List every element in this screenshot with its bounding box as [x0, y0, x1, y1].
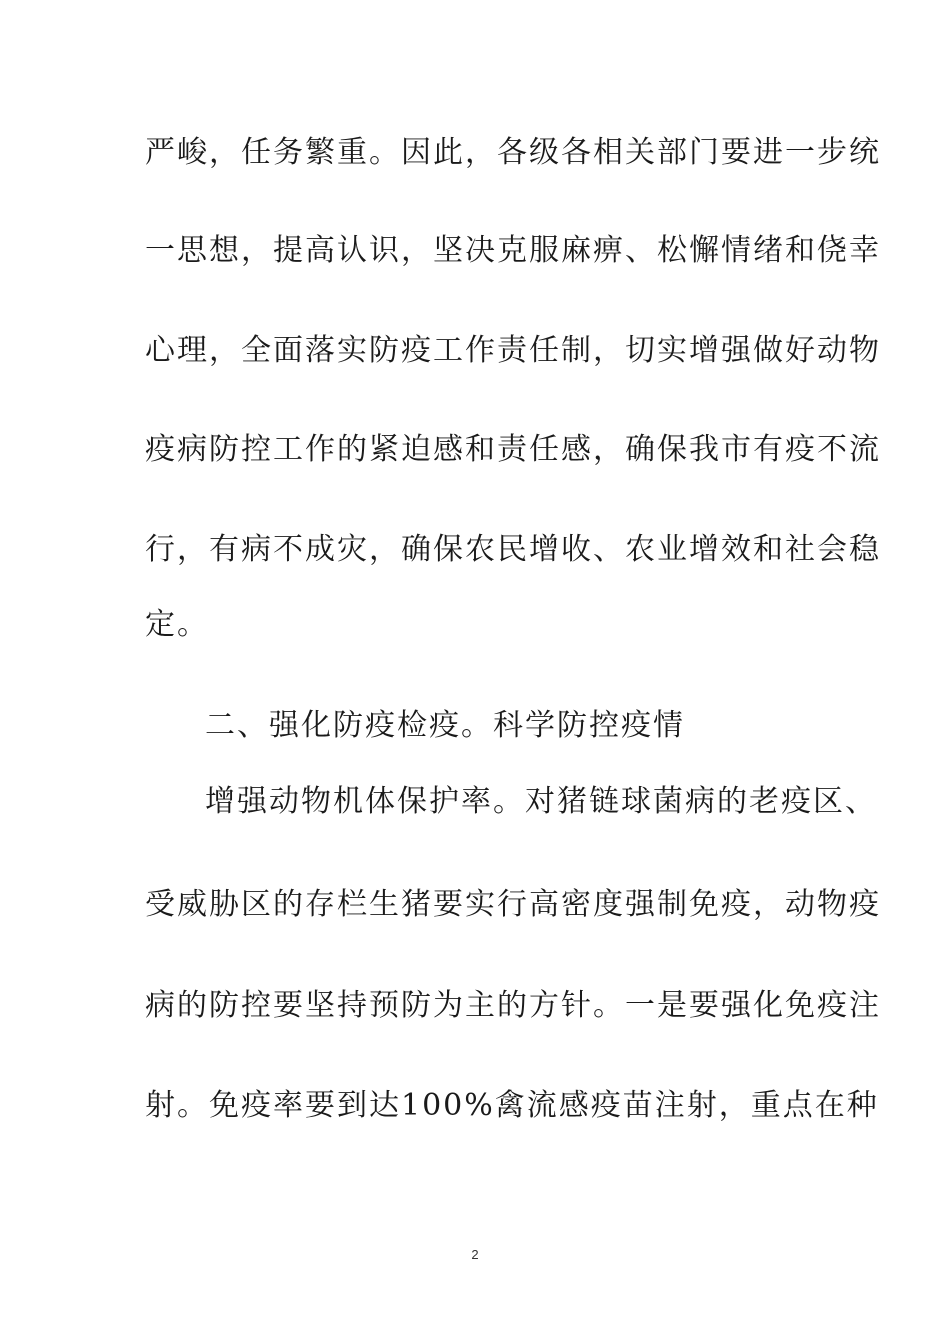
text-line: 行，有病不成灾，确保农民增收、农业增效和社会稳: [145, 532, 881, 567]
text-line: 受威胁区的存栏生猪要实行高密度强制免疫，动物疫: [145, 887, 881, 922]
text-line: 严峻，任务繁重。因此，各级各相关部门要进一步统: [145, 135, 881, 170]
text-line: 射。免疫率要到达100%禽流感疫苗注射，重点在种: [145, 1088, 879, 1123]
text-line: 疫病防控工作的紧迫感和责任感，确保我市有疫不流: [145, 432, 881, 467]
text-line: 定。: [145, 607, 209, 642]
page-number: 2: [471, 1247, 479, 1262]
text-line: 一思想，提高认识，坚决克服麻痹、松懈情绪和侥幸: [145, 233, 881, 268]
paragraph-first-line: 增强动物机体保护率。对猪链球菌病的老疫区、: [205, 784, 877, 819]
text-line: 心理，全面落实防疫工作责任制，切实增强做好动物: [145, 333, 881, 368]
section-heading: 二、强化防疫检疫。科学防控疫情: [205, 708, 685, 743]
text-line: 病的防控要坚持预防为主的方针。一是要强化免疫注: [145, 988, 881, 1023]
